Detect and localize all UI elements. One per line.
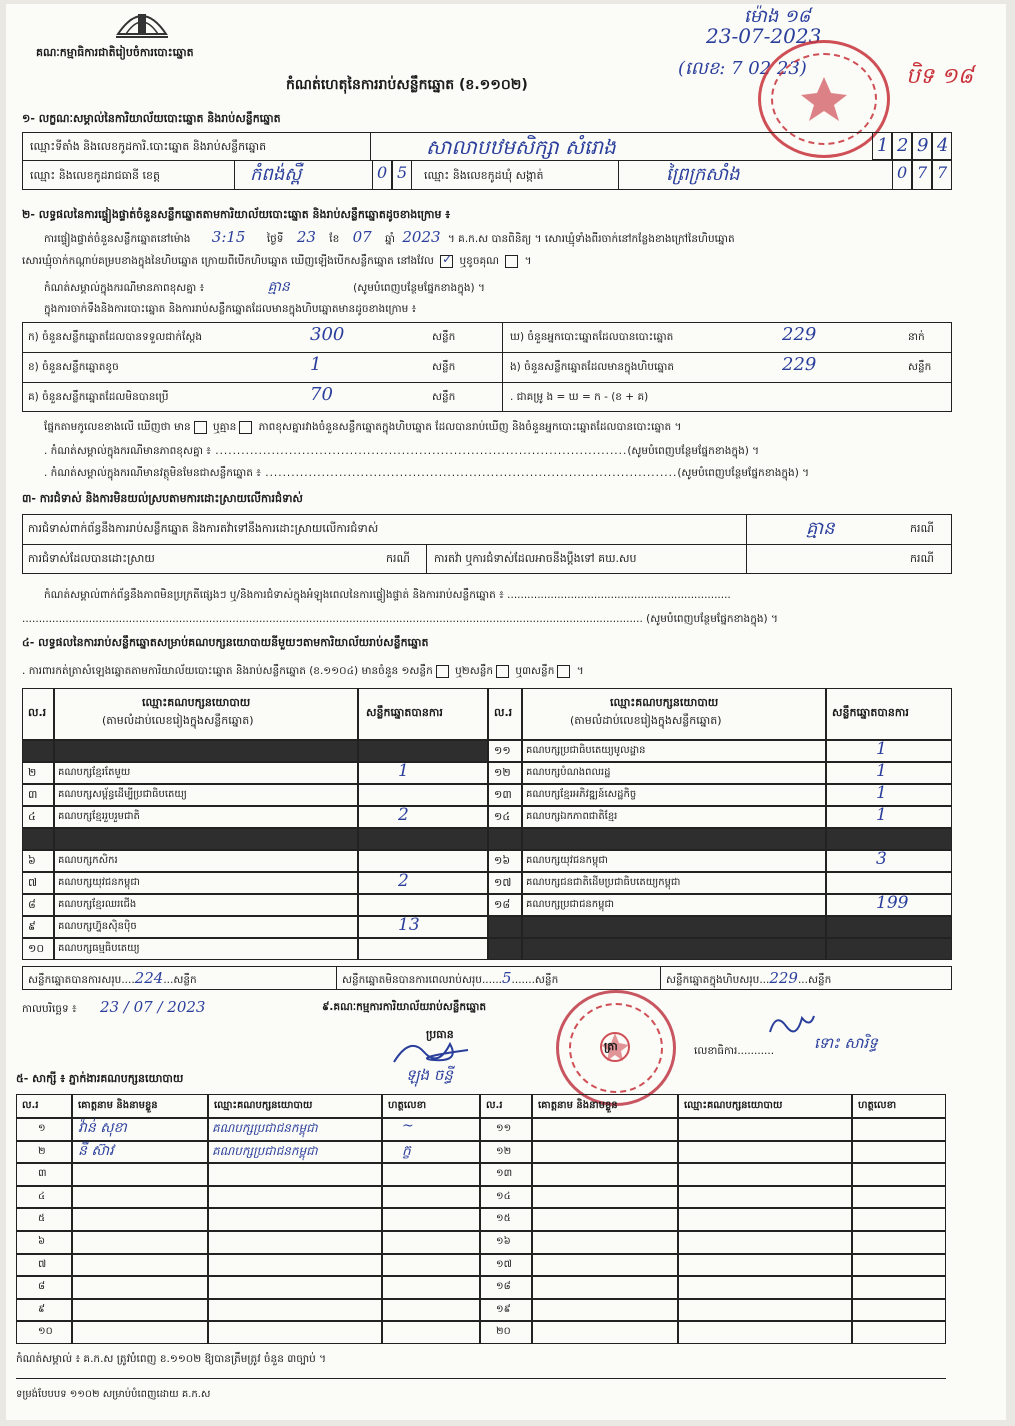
commune-label: ឈ្មោះ និងលេខកូដឃុំ សង្កាត់	[424, 169, 544, 182]
handwritten-date: 23-07-2023	[706, 24, 822, 48]
witness-header-label: ល.រ	[486, 1100, 503, 1111]
party-no: ៤	[28, 810, 36, 823]
party-votes: 1	[876, 783, 887, 803]
witness-row-cell	[678, 1299, 852, 1322]
count-left-value: 1	[310, 354, 322, 375]
witness-header-label: ល.រ	[22, 1100, 39, 1111]
checkbox-broken[interactable]	[505, 255, 518, 268]
seal-label: ត្រា	[604, 1040, 618, 1053]
objection-row2-unit: ករណី	[386, 552, 410, 565]
commune-value: ព្រៃក្រសាំង	[666, 164, 740, 185]
party-row-cell	[826, 872, 952, 894]
party-name: គណបក្សកសិករ	[58, 855, 118, 866]
header-party-sub-right: (តាមលំដាប់លេខរៀងក្នុងសន្លឹកឆ្នោត)	[570, 714, 722, 727]
province-code-2: 5	[392, 160, 412, 190]
witness-no-right: ១៥	[496, 1213, 511, 1225]
signoff-date: កាលបរិច្ឆេទ ៖ 23 / 07 / 2023	[22, 998, 206, 1016]
party-row-cell	[54, 828, 358, 850]
total-in-box: សន្លឹកឆ្នោតក្នុងហិបសរុប...229...សន្លឹក	[666, 969, 832, 987]
witness-row-cell	[678, 1141, 852, 1164]
witness-row-cell	[208, 1163, 382, 1186]
count-intro: ក្នុងការចាក់ទឹងនិងការបោះឆ្នោត និងការរាប់សន្លឹកឆ្នោតដែលមានក្នុងហិបឆ្នោតមានដូចខាងក្រោម ៖	[44, 303, 417, 315]
party-name: គណបក្សសម្ព័ន្ធដើម្បីប្រជាធិបតេយ្យ	[58, 789, 187, 800]
witness-row-cell	[72, 1208, 208, 1231]
witness-row-cell	[852, 1186, 946, 1209]
header-no-right: ល.រ	[494, 706, 513, 719]
count-right-unit: នាក់	[908, 331, 925, 343]
section4-heading: ៤- លទ្ធផលនៃការរាប់សន្លឹកឆ្នោតសម្រាប់គណបក្សនយោបាយនីមួយៗតាមការិយាល័យរាប់សន្លឹកឆ្នោត	[22, 636, 429, 649]
total-invalid: សន្លឹកឆ្នោតមិនបានការពេលរាប់សរុប......5.......សន្លឹក	[342, 969, 559, 987]
party-no: ១៣	[494, 788, 512, 801]
witness-row-cell	[382, 1163, 480, 1186]
verify-line: ការផ្ទៀងផ្ទាត់ចំនួនសន្លឹកឆ្នោតនៅម៉ោង 3:15 ថ្ងៃទី 23 ខែ 07 ឆ្នាំ 2023 ។ គ.ក.ស បានពិនិត្យ ។ សោរឃ្មុំទាំងពីរចាក់នៅកន្លែងខាងក្រៅនៃហិបឆ្នោត	[44, 228, 735, 246]
count-left-label: ខ) ចំនួនសន្លឹកឆ្នោតខូច	[28, 361, 119, 373]
party-no: ១៨	[494, 898, 511, 911]
party-no: ១២	[494, 766, 511, 779]
party-row-cell	[22, 806, 54, 828]
witness-row-cell	[852, 1299, 946, 1322]
witness-no: ១	[38, 1123, 46, 1134]
count-right-label: . ជាគម្រូ ង = ឃ = ក - (ខ + គ)	[510, 391, 649, 403]
witness-row-cell	[678, 1276, 852, 1299]
objection-row2-unit2: ករណី	[910, 552, 934, 565]
chair-label: ប្រធាន	[426, 1028, 454, 1041]
province-label: ឈ្មោះ និងលេខកូដរាជធានី ខេត្ត	[30, 169, 160, 182]
witness-row-cell	[532, 1254, 678, 1277]
witness-row-cell	[852, 1141, 946, 1164]
witness-no: ៥	[38, 1213, 46, 1225]
checkbox-1-sheet[interactable]	[436, 665, 449, 678]
objection-note: កំណត់សម្គាល់ពាក់ព័ន្ធនឹងភាពមិនប្រក្រតីផ្សេងៗ ឬ/និងការជំទាស់ក្នុងអំឡុងពេលនៃការផ្ទៀងផ្ទាត់ និងការរាប់សន្លឹកឆ្នោត ៖ ...................................................................	[44, 589, 731, 601]
header-votes-right: សន្លឹកឆ្នោតបានការ	[832, 706, 909, 719]
note2: . កំណត់សម្គាល់ក្នុងករណីមានវត្ថុមិនមែនជាសន្លឹកឆ្នោត ៖ ...............................................................................................(សូមបំពេញបន្ថែមផ្នែកខាងក្នុង) ។	[44, 467, 810, 479]
party-row-cell	[358, 806, 488, 828]
witness-no-right: ១៦	[496, 1236, 511, 1247]
witness-no: ២	[38, 1145, 46, 1157]
witness-row-cell	[208, 1208, 382, 1231]
party-votes: 199	[876, 893, 909, 913]
commune-code-1: 0	[892, 160, 912, 190]
count-right-label: ឃ) ចំនួនអ្នកបោះឆ្នោតដែលបានបោះឆ្នោត	[510, 331, 674, 343]
committee-name: គណៈកម្មាធិការជាតិរៀបចំការបោះឆ្នោត	[36, 46, 194, 59]
witness-row-cell	[382, 1276, 480, 1299]
party-row-cell	[22, 740, 54, 762]
party-no: ១១	[494, 744, 511, 757]
party-row-cell	[22, 894, 54, 916]
party-row-cell	[358, 938, 488, 960]
witness-row-cell	[72, 1231, 208, 1254]
section4-sub: . ការពារកត់ត្រាសំឡេងឆ្នោតតាមការិយាល័យបោះឆ្នោត និងរាប់សន្លឹកឆ្នោត (ខ.១១០៤) មានចំនួន ១សន្លឹក ឬ២សន្លឹក ឬ៣សន្លឹក ។	[22, 665, 584, 677]
witness-row-cell	[678, 1321, 852, 1344]
objection-row2-label: ការជំទាស់ដែលបានដោះស្រាយ	[28, 552, 155, 565]
party-row-cell	[22, 784, 54, 806]
count-left-unit: សន្លឹក	[432, 361, 456, 373]
witness-row-cell	[532, 1141, 678, 1164]
checkbox-2-sheet[interactable]	[496, 665, 509, 678]
objection-row2-label2: ការតវ៉ា ឬការជំទាស់ដែលអាចនឹងប្ដឹងទៅ គឃ.សប	[434, 552, 637, 565]
party-row-cell	[22, 872, 54, 894]
party-no: ១៧	[494, 876, 512, 889]
witness-row-cell	[852, 1321, 946, 1344]
witness-row-cell	[382, 1299, 480, 1322]
party-votes: 2	[398, 871, 409, 891]
witness-row-cell	[382, 1141, 480, 1164]
party-name: គណបក្សប្រជាធិបតេយ្យមូលដ្ឋាន	[526, 745, 646, 756]
witness-row-cell	[852, 1118, 946, 1141]
red-note: បិទ ១៨	[906, 64, 974, 89]
chair-name: ឡុង ចន្ធី	[406, 1066, 453, 1084]
party-no: ១៦	[494, 854, 511, 867]
party-row-cell	[826, 828, 952, 850]
party-row-cell	[358, 916, 488, 938]
witness-header-label: ហត្ថលេខា	[388, 1100, 427, 1111]
witness-row-cell	[852, 1254, 946, 1277]
witness-row-cell	[532, 1299, 678, 1322]
party-name: គណបក្សធម្មធិបតេយ្យ	[58, 943, 140, 954]
party-row-cell	[488, 828, 522, 850]
party-name: គណបក្សបំណងពលរដ្ឋ	[526, 767, 611, 778]
party-votes: 13	[398, 915, 420, 935]
checkbox-checked[interactable]	[440, 255, 453, 268]
witness-row-cell	[678, 1186, 852, 1209]
objection-row1-unit: ករណី	[910, 522, 934, 535]
witness-sign: ក្ខ	[402, 1142, 411, 1159]
party-row-cell	[826, 762, 952, 784]
party-row-cell	[826, 938, 952, 960]
difference-note-line: កំណត់សម្គាល់ក្នុងករណីមានភាពខុសគ្នា ៖ គ្មាន (សូមបំពេញបន្ថែមផ្នែកខាងក្នុង) ។	[44, 279, 485, 295]
party-name: គណបក្សយុវជនកម្ពុជា	[58, 877, 140, 888]
document-page: គណៈកម្មាធិការជាតិរៀបចំការបោះឆ្នោត ម៉ោង ១៨ 23-07-2023 (លេខ: 7 02 23) បិទ ១៨ កំណត់ហេតុនៃការរាប់សន្លឹកឆ្នោត (ខ.១១០២) ១- លក្ខណៈសម្គាល់នៃការិយាល័យបោះឆ្នោត និងរាប់សន្លឹកឆ្នោត ឈ្មោះទីតាំង និងលេខកូដការិ.បោះឆ្នោត និងរាប់សន្លឹកឆ្នោត សាលាបឋមសិក្សា សំរោង 1 2 9 4 ឈ្មោះ និងលេខកូដរាជធានី ខេត្ត កំពង់ស្ពឺ 0 5 ឈ្មោះ និងលេខកូដឃុំ សង្កាត់ ព្រៃក្រសាំង 0 7 7 ២- លទ្ធផលនៃការផ្ទៀងផ្ទាត់ចំនួនសន្លឹកឆ្នោតតាមការិយាល័យបោះឆ្នោត និងរាប់សន្លឹកឆ្នោតដូចខាងក្រោម ៖ ការផ្ទៀងផ្ទាត់ចំនួនសន្លឹកឆ្នោតនៅម៉ោង 3:15 ថ្ងៃទី 23 ខែ 07 ឆ្នាំ 2023 ។ គ.ក.ស បានពិនិត្យ ។ សោរឃ្មុំទាំងពីរចាក់នៅកន្លែងខាងក្រៅនៃហិបឆ្នោត សោរឃ្មុំចាក់កណ្ដាប់គម្របខាងក្នុងនៃហិបឆ្នោត ក្រោយពីបើកហិបឆ្នោត ឃើញឡើងបើកសន្លឹកឆ្នោត នៅងវែល ✓ ឬខូចគុណ ។ កំណត់សម្គាល់ក្នុងករណីមានភាពខុសគ្នា ៖ គ្មាន (សូមបំពេញបន្ថែមផ្នែកខាងក្នុង) ។ ក្នុងការចាក់ទឹងនិងការបោះឆ្នោត និងការរាប់សន្លឹកឆ្នោតដែលមានក្នុងហិបឆ្នោតមានដូចខាងក្រោម ៖ ផ្នែកតាមកូលេខខាងលើ ឃើញថា មាន ឬគ្មាន ភាពខុសគ្នារវាងចំនួនសន្លឹកឆ្នោតក្នុងហិបឆ្នោត ដែលបានរាប់ឃើញ និងចំនួនអ្នកបោះឆ្នោតដែលបានបោះឆ្នោត ។ . កំណត់សម្គាល់ក្នុងករណីមានភាពខុសគ្នា ៖ ...............................................................................................(សូមបំពេញបន្ថែមផ្នែកខាងក្នុង) ។ . កំណត់សម្គាល់ក្នុងករណីមានវត្ថុមិនមែនជាសន្លឹកឆ្នោត ៖ ...............................................................................................(សូមបំពេញបន្ថែមផ្នែកខាងក្នុង) ។ ៣- ការជំទាស់ និងការមិនយល់ស្របតាមការដោះស្រាយលើការជំទាស់ ការជំទាស់ពាក់ព័ន្ធនឹងការរាប់សន្លឹកឆ្នោត និងការតវ៉ាទៅនឹងការដោះស្រាយលើការជំទាស់ គ្មាន ករណី ការជំទាស់ដែលបានដោះស្រាយ ករណី ការតវ៉ា ឬការជំទាស់ដែលអាចនឹងប្ដឹងទៅ គឃ.សប ករណី កំណត់សម្គាល់ពាក់ព័ន្ធនឹងភាពមិនប្រក្រតីផ្សេងៗ ឬ/និងការជំទាស់ក្នុងអំឡុងពេលនៃការផ្ទៀងផ្ទាត់ និងការរាប់សន្លឹកឆ្នោត ៖ ................................................................... .......................................................................................................................................................................................... (សូមបំពេញបន្ថែមផ្នែកខាងក្នុង) ។ ៤- លទ្ធផលនៃការរាប់សន្លឹកឆ្នោតសម្រាប់គណបក្សនយោបាយនីមួយៗតាមការិយាល័យរាប់សន្លឹកឆ្នោត . ការពារកត់ត្រាសំឡេងឆ្នោតតាមការិយាល័យបោះឆ្នោត និងរាប់សន្លឹកឆ្នោត (ខ.១១០៤) មានចំនួន ១សន្លឹក ឬ២សន្លឹក ឬ៣សន្លឹក ។ សន្លឹកឆ្នោតបានការសរុប....224...សន្លឹក សន្លឹកឆ្នោតមិនបានការពេលរាប់សរុប......5.......សន្លឹក សន្លឹកឆ្នោតក្នុងហិបសរុប...229...សន្លឹក កាលបរិច្ឆេទ ៖ 23 / 07 / 2023 ៩.គណៈកម្មការការិយាល័យរាប់សន្លឹកឆ្នោត ប្រធាន ឡុង ចន្ធី ត្រា លេខាធិការ........... ទោះ សារិទ្ធ ៥- សាក្សី ៖ ភ្នាក់ងារគណបក្សនយោបាយ កំណត់សម្គាល់ ៖ គ.ក.ស ត្រូវបំពេញ ខ.១១០២ ឱ្យបានត្រឹមត្រូវ ចំនួន ៣ច្បាប់ ។ ទម្រង់បែបបទ ១១០២ សម្រាប់បំពេញដោយ គ.ក.ស ក) ចំនួនសន្លឹកឆ្នោតដែលបានទទួលជាក់ស្ដែង 300 សន្លឹក ឃ) ចំនួនអ្នកបោះឆ្នោតដែលបានបោះឆ្នោត 229 នាក់ ខ) ចំនួនសន្លឹកឆ្នោតខូច 1 សន្លឹក ង) ចំនួនសន្លឹកឆ្នោតដែលមានក្នុងហិបឆ្នោត 229 សន្លឹក គ) ចំនួនសន្លឹកឆ្នោតដែលមិនបានប្រើ 70 សន្លឹក . ជាគម្រូ ង = ឃ = ក - (ខ + គ) ល.រ ឈ្មោះគណបក្សនយោបាយ (តាមលំដាប់លេខរៀងក្នុងសន្លឹកឆ្នោត) សន្លឹកឆ្នោតបានការ ល.រ ឈ្មោះគណបក្សនយោបាយ (តាមលំដាប់លេខរៀងក្នុងសន្លឹកឆ្នោត) សន្លឹកឆ្នោតបានការ ២ គណបក្សខ្មែរតែមួយ 1 ៣ គណបក្សសម្ព័ន្ធដើម្បីប្រជាធិបតេយ្យ ៤ គណបក្សខ្មែររួបរួមជាតិ 2 ៦ គណបក្សកសិករ ៧ គណបក្សយុវជនកម្ពុជា 2 ៨ គណបក្សខ្មែរឈរជើង ៩ គណបក្សហ្វ៊ុនស៊ិនប៉ិច 13 ១០ គណបក្សធម្មធិបតេយ្យ ១១ គណបក្សប្រជាធិបតេយ្យមូលដ្ឋាន 1 ១២ គណបក្សបំណងពលរដ្ឋ 1 ១៣ គណបក្សខ្មែរអភិវឌ្ឍន៍សេដ្ឋកិច្ច 1 ១៤ គណបក្សឯកភាពជាតិខ្មែរ 1 ១៦ គណបក្សយុវជនកម្ពុជា 3 ១៧ គណបក្សជនជាតិដើមប្រជាធិបតេយ្យកម្ពុជា ១៨ គណបក្សប្រជាជនកម្ពុជា 199 ល.រ គោត្តនាម និងនាមខ្លួន ឈ្មោះគណបក្សនយោបាយ ហត្ថលេខា ល.រ គោត្តនាម និងនាមខ្លួន ឈ្មោះគណបក្សនយោបាយ ហត្ថលេខា ១ វ៉ាន់ សុខា គណបក្សប្រជាជនកម្ពុជា ~ ១១ ២ នី ស៊ាវ គណបក្សប្រជាជនកម្ពុជា ក្ខ ១២ ៣ ១៣ ៤ ១៤ ៥ ១៥ ៦ ១៦ ៧ ១៧ ៨ ១៨ ៩ ១៩ ១០ ២០	[6, 4, 1006, 1420]
party-row-cell	[22, 916, 54, 938]
witness-row-cell	[72, 1276, 208, 1299]
party-row-cell	[54, 740, 358, 762]
form-title: កំណត់ហេតុនៃការរាប់សន្លឹកឆ្នោត (ខ.១១០២)	[286, 77, 528, 93]
witness-no: ៧	[38, 1258, 47, 1270]
location-label: ឈ្មោះទីតាំង និងលេខកូដការិ.បោះឆ្នោត និងរាប់សន្លឹកឆ្នោត	[30, 140, 267, 153]
checkbox-3-sheet[interactable]	[557, 665, 570, 678]
count-right-unit: សន្លឹក	[908, 361, 932, 373]
witness-header-label: ហត្ថលេខា	[858, 1100, 897, 1111]
witness-header-label: គោត្តនាម និងនាមខ្លួន	[538, 1100, 618, 1111]
party-row-cell	[826, 916, 952, 938]
party-name: គណបក្សជនជាតិដើមប្រជាធិបតេយ្យកម្ពុជា	[526, 877, 681, 888]
commune-code-2: 7	[912, 160, 932, 190]
witness-header-label: គោត្តនាម និងនាមខ្លួន	[78, 1100, 158, 1111]
witness-row-cell	[382, 1208, 480, 1231]
witness-no: ៤	[38, 1190, 46, 1202]
witness-row-cell	[678, 1118, 852, 1141]
party-votes: 1	[876, 805, 887, 825]
witness-no: ៩	[38, 1303, 46, 1315]
witness-no: ៦	[38, 1236, 46, 1247]
objection-row1-label: ការជំទាស់ពាក់ព័ន្ធនឹងការរាប់សន្លឹកឆ្នោត និងការតវ៉ាទៅនឹងការដោះស្រាយលើការជំទាស់	[28, 522, 379, 535]
witness-row-cell	[208, 1321, 382, 1344]
party-row-cell	[358, 872, 488, 894]
top-handwritten-note: ម៉ោង ១៨	[744, 6, 811, 27]
witness-no-right: ១៩	[496, 1303, 511, 1315]
party-no: ១០	[28, 942, 45, 955]
witness-name: នី ស៊ាវ	[78, 1142, 114, 1159]
witness-row-cell	[382, 1186, 480, 1209]
header-votes-left: សន្លឹកឆ្នោតបានការ	[366, 706, 443, 719]
party-no: ២	[28, 766, 37, 779]
witness-row-cell	[678, 1254, 852, 1277]
party-row-cell	[826, 806, 952, 828]
header-party-left: ឈ្មោះគណបក្សនយោបាយ	[142, 696, 251, 709]
party-row-cell	[522, 916, 826, 938]
party-name: គណបក្សខ្មែរឈរជើង	[58, 899, 137, 910]
witness-no-right: ១៧	[496, 1258, 512, 1270]
party-name: គណបក្សយុវជនកម្ពុជា	[526, 855, 608, 866]
objection-row1-value: គ្មាន	[806, 518, 835, 539]
witness-no-right: ១២	[496, 1145, 512, 1157]
secretary-name: ទោះ សារិទ្ធ	[814, 1034, 878, 1052]
witness-no-right: ២០	[496, 1326, 511, 1338]
section2-heading: ២- លទ្ធផលនៃការផ្ទៀងផ្ទាត់ចំនួនសន្លឹកឆ្នោតតាមការិយាល័យបោះឆ្នោត និងរាប់សន្លឹកឆ្នោតដូចខាងក្រោម ៖	[22, 208, 451, 221]
total-valid: សន្លឹកឆ្នោតបានការសរុប....224...សន្លឹក	[28, 969, 197, 987]
party-no: ៦	[28, 854, 36, 867]
count-left-unit: សន្លឹក	[432, 391, 456, 403]
party-votes: 3	[876, 849, 887, 869]
count-left-unit: សន្លឹក	[432, 331, 456, 343]
province-code-1: 0	[372, 160, 392, 190]
witness-row-cell	[852, 1276, 946, 1299]
witness-row-cell	[208, 1276, 382, 1299]
witness-row-cell	[72, 1321, 208, 1344]
party-votes: 1	[876, 761, 887, 781]
witness-row-cell	[852, 1208, 946, 1231]
party-row-cell	[358, 762, 488, 784]
lock-line: សោរឃ្មុំចាក់កណ្ដាប់គម្របខាងក្នុងនៃហិបឆ្នោត ក្រោយពីបើកហិបឆ្នោត ឃើញឡើងបើកសន្លឹកឆ្នោត នៅងវែល ✓ ឬខូចគុណ ។	[22, 254, 532, 268]
count-left-value: 70	[310, 384, 333, 405]
party-row-cell	[22, 850, 54, 872]
header-no-left: ល.រ	[28, 706, 47, 719]
party-no: ៩	[28, 920, 36, 933]
witness-sign: ~	[402, 1118, 414, 1134]
party-name: គណបក្សឯកភាពជាតិខ្មែរ	[526, 811, 618, 822]
party-row-cell	[358, 784, 488, 806]
handwritten-ref: (លេខ: 7 02 23)	[678, 58, 807, 79]
section3-heading: ៣- ការជំទាស់ និងការមិនយល់ស្របតាមការដោះស្រាយលើការជំទាស់	[22, 492, 303, 505]
witness-name: វ៉ាន់ សុខា	[78, 1120, 127, 1136]
section5-heading: ៥- សាក្សី ៖ ភ្នាក់ងារគណបក្សនយោបាយ	[16, 1072, 184, 1085]
check-line: ផ្នែកតាមកូលេខខាងលើ ឃើញថា មាន ឬគ្មាន ភាពខុសគ្នារវាងចំនួនសន្លឹកឆ្នោតក្នុងហិបឆ្នោត ដែលបានរាប់ឃើញ និងចំនួនអ្នកបោះឆ្នោតដែលបានបោះឆ្នោត ។	[44, 421, 682, 433]
checkbox-has[interactable]	[194, 421, 207, 434]
count-right-value: 229	[782, 324, 817, 345]
witness-row-cell	[532, 1186, 678, 1209]
count-right-label: ង) ចំនួនសន្លឹកឆ្នោតដែលមានក្នុងហិបឆ្នោត	[510, 361, 675, 373]
witness-row-cell	[208, 1186, 382, 1209]
party-row-cell	[488, 938, 522, 960]
witness-row-cell	[532, 1276, 678, 1299]
witness-row-cell	[382, 1254, 480, 1277]
checkbox-none[interactable]	[239, 421, 252, 434]
objection-note-hint: .......................................................................................................................................................................................... (សូមបំពេញបន្ថែមផ្នែកខាងក្នុង) ។	[22, 613, 778, 625]
witness-party: គណបក្សប្រជាជនកម្ពុជា	[212, 1143, 318, 1158]
party-row-cell	[488, 916, 522, 938]
party-row-cell	[522, 938, 826, 960]
emblem-logo	[112, 4, 172, 42]
footer-note: កំណត់សម្គាល់ ៖ គ.ក.ស ត្រូវបំពេញ ខ.១១០២ ឱ្យបានត្រឹមត្រូវ ចំនួន ៣ច្បាប់ ។	[16, 1353, 327, 1365]
witness-row-cell	[72, 1163, 208, 1186]
witness-no: ១០	[38, 1326, 53, 1338]
witness-no: ៣	[38, 1168, 47, 1180]
party-row-cell	[826, 784, 952, 806]
witness-no-right: ១៣	[496, 1168, 513, 1180]
secretary-signature	[766, 1008, 816, 1038]
party-row-cell	[22, 762, 54, 784]
witness-row-cell	[532, 1321, 678, 1344]
count-left-value: 300	[310, 324, 345, 345]
witness-row-cell	[72, 1254, 208, 1277]
party-name: គណបក្សខ្មែរអភិវឌ្ឍន៍សេដ្ឋកិច្ច	[526, 789, 637, 800]
party-row-cell	[358, 828, 488, 850]
location-value: សាលាបឋមសិក្សា សំរោង	[426, 135, 616, 159]
witness-row-cell	[532, 1208, 678, 1231]
witness-no-right: ១៤	[496, 1190, 511, 1202]
witness-row-cell	[678, 1208, 852, 1231]
witness-row-cell	[532, 1118, 678, 1141]
party-votes: 1	[876, 739, 887, 759]
witness-row-cell	[852, 1231, 946, 1254]
party-name: គណបក្សប្រជាជនកម្ពុជា	[526, 899, 614, 910]
party-votes: 1	[398, 761, 409, 781]
witness-no-right: ១១	[496, 1123, 512, 1134]
witness-row-cell	[532, 1163, 678, 1186]
witness-row-cell	[208, 1231, 382, 1254]
witness-row-cell	[382, 1321, 480, 1344]
party-row-cell	[826, 850, 952, 872]
count-left-label: ក) ចំនួនសន្លឹកឆ្នោតដែលបានទទួលជាក់ស្ដែង	[28, 331, 203, 343]
witness-row-cell	[72, 1299, 208, 1322]
party-row-cell	[358, 740, 488, 762]
witness-header-label: ឈ្មោះគណបក្សនយោបាយ	[214, 1100, 313, 1111]
witness-row-cell	[678, 1163, 852, 1186]
header-party-right: ឈ្មោះគណបក្សនយោបាយ	[610, 696, 719, 709]
party-no: ៨	[28, 898, 36, 911]
witness-row-cell	[72, 1186, 208, 1209]
footer-bottom: ទម្រង់បែបបទ ១១០២ សម្រាប់បំពេញដោយ គ.ក.ស	[16, 1389, 211, 1400]
party-row-cell	[358, 850, 488, 872]
witness-no-right: ១៨	[496, 1281, 511, 1293]
witness-header-label: ឈ្មោះគណបក្សនយោបាយ	[684, 1100, 783, 1111]
witness-row-cell	[382, 1231, 480, 1254]
party-name: គណបក្សខ្មែររួបរួមជាតិ	[58, 811, 140, 822]
party-votes: 2	[398, 805, 409, 825]
witness-row-cell	[382, 1118, 480, 1141]
witness-row-cell	[678, 1231, 852, 1254]
witness-row-cell	[532, 1231, 678, 1254]
commune-code-3: 7	[932, 160, 952, 190]
party-no: ១៤	[494, 810, 511, 823]
party-no: ៧	[28, 876, 38, 889]
party-no: ៣	[28, 788, 38, 801]
party-name: គណបក្សហ្វ៊ុនស៊ិនប៉ិច	[58, 921, 137, 932]
secretary-label: លេខាធិការ...........	[694, 1045, 775, 1057]
province-value: កំពង់ស្ពឺ	[250, 164, 302, 185]
witness-row-cell	[852, 1163, 946, 1186]
witness-row-cell	[208, 1299, 382, 1322]
chair-signature	[390, 1032, 470, 1068]
committee-label: ៩.គណៈកម្មការការិយាល័យរាប់សន្លឹកឆ្នោត	[322, 1001, 487, 1013]
section1-heading: ១- លក្ខណៈសម្គាល់នៃការិយាល័យបោះឆ្នោត និងរាប់សន្លឹកឆ្នោត	[22, 112, 281, 125]
count-right-value: 229	[782, 354, 817, 375]
count-left-label: គ) ចំនួនសន្លឹកឆ្នោតដែលមិនបានប្រើ	[28, 391, 169, 403]
party-name: គណបក្សខ្មែរតែមួយ	[58, 767, 131, 778]
header-party-sub-left: (តាមលំដាប់លេខរៀងក្នុងសន្លឹកឆ្នោត)	[102, 714, 254, 727]
party-row-cell	[22, 828, 54, 850]
party-row-cell	[522, 828, 826, 850]
witness-no: ៨	[38, 1281, 46, 1293]
party-row-cell	[358, 894, 488, 916]
note1: . កំណត់សម្គាល់ក្នុងករណីមានភាពខុសគ្នា ៖ ...............................................................................................(សូមបំពេញបន្ថែមផ្នែកខាងក្នុង) ។	[44, 445, 760, 457]
party-row-cell	[826, 740, 952, 762]
witness-party: គណបក្សប្រជាជនកម្ពុជា	[212, 1121, 318, 1135]
witness-row-cell	[208, 1254, 382, 1277]
